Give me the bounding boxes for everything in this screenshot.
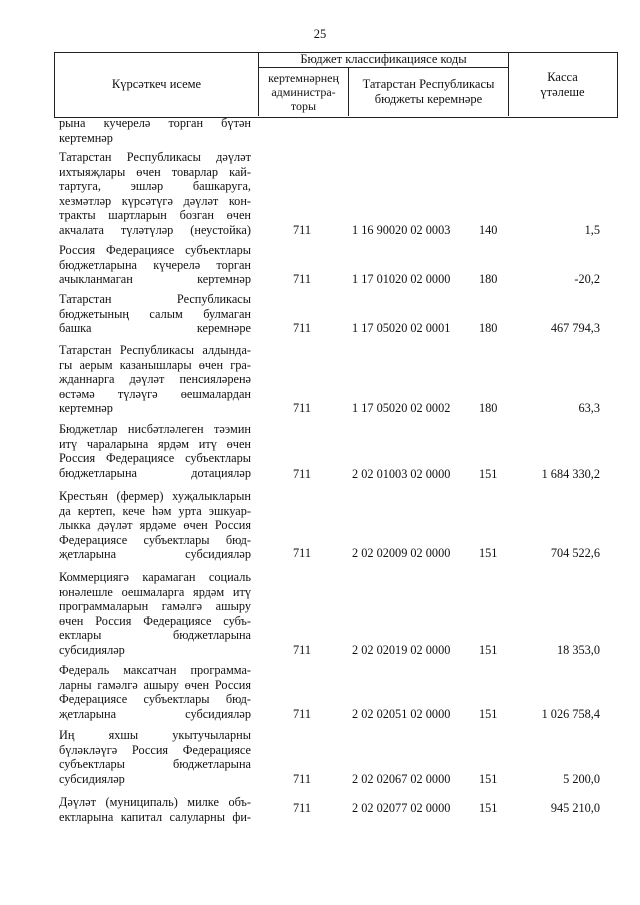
type-code: 151 [479, 707, 498, 721]
revenue-code: 2 02 01003 02 0000 [352, 467, 451, 481]
admin-code: 711 [293, 546, 311, 560]
revenue-code: 2 02 02019 02 0000 [352, 643, 451, 657]
cash-column-header: Касса үтәлеше [540, 69, 585, 99]
type-code: 180 [479, 272, 498, 286]
revenue-code: 2 02 02077 02 0000 [352, 801, 451, 815]
admin-code: 711 [293, 321, 311, 335]
admin-code: 711 [293, 272, 311, 286]
cash-amount: 63,3 [578, 401, 600, 415]
cash-amount: 704 522,6 [550, 546, 600, 560]
admin-code: 711 [293, 707, 311, 721]
type-code: 151 [479, 801, 498, 815]
type-code: 151 [479, 546, 498, 560]
table-row-description: Бюджетлар нисбәтләлеген тәэмин итү чараларына ярдәм итү өчен Россия Федерациясе субъектлары бюджетларына дотацияләр [59, 422, 251, 480]
table-row-description: Крестьян (фермер) хуҗалыкларын да кертеп, кече һәм урта эшкуар- лыкка дәүләт ярдәме өчен Россия Федерациясе субъектлары бюд- җетларына субсидияләр [59, 489, 251, 562]
type-code: 180 [479, 321, 498, 335]
table-row-description: Татарстан Республикасы бюджетының салым булмаган башка керемнәре [59, 292, 251, 336]
cash-amount: 1 026 758,4 [541, 707, 600, 721]
type-code: 151 [479, 467, 498, 481]
revenue-code: 2 02 02009 02 0000 [352, 546, 451, 560]
cash-amount: -20,2 [574, 272, 600, 286]
cash-amount: 1 684 330,2 [541, 467, 600, 481]
admin-code: 711 [293, 772, 311, 786]
table-row-description: Иң яхшы укытучыларны бүләкләүгә Россия Федерациясе субъектлары бюджетларына субсидияләр [59, 728, 251, 786]
type-code: 140 [479, 223, 498, 237]
type-code: 180 [479, 401, 498, 415]
cash-amount: 467 794,3 [550, 321, 600, 335]
table-row: рына кучерелә торган бүтән кертемнәр [59, 116, 251, 145]
table-row-description: Татарстан Республикасы дәүләт ихтыяҗлары өчен товарлар кай- тартуга, эшләр башкаруга, хезмәтләр күрсәтүгә дәүләт кон- тракты шартларын бозган өчен акчалата түләтүләр (неустойка) [59, 150, 251, 237]
admin-code: 711 [293, 643, 311, 657]
admin-column-header: кертемнәрнең администра- торы [268, 71, 339, 113]
table-row-description: Татарстан Республикасы алдында- гы аерым казанышлары өчен гра- жданнарга дәүләт пенсияләренә өстәмә түләүгә өешмалардан кертемнәр [59, 343, 251, 416]
revenue-code: 1 17 01020 02 0000 [352, 272, 451, 286]
table-row-description: Дәүләт (муниципаль) милке объ- ектларына капитал салуларны фи- [59, 795, 251, 824]
cash-amount: 1,5 [584, 223, 600, 237]
table-row-description: Россия Федерациясе субъектлары бюджетларына күчерелә торган ачыкланмаган кертемнәр [59, 243, 251, 287]
revenue-column-header: Татарстан Республикасы бюджеты керемнәре [362, 77, 495, 106]
indicator-column-header: Күрсәткеч исеме [111, 77, 202, 91]
budget-codes-header: Бюджет классификациясе коды [300, 52, 467, 66]
type-code: 151 [479, 772, 498, 786]
table-row-description: Федераль максатчан программа- ларны гамәлгә ашыру өчен Россия Федерациясе субъектлары бюд- җетларына субсидияләр [59, 663, 251, 721]
type-code: 151 [479, 643, 498, 657]
revenue-code: 1 17 05020 02 0002 [352, 401, 451, 415]
table-row-description: Коммерциягә карамаган социаль юнәлешле оешмаларга ярдәм итү программаларын гамәлгә ашыру өчен Россия Федерациясе субъ- ектлары бюджетларына субсидияләр [59, 570, 251, 657]
revenue-code: 1 17 05020 02 0001 [352, 321, 451, 335]
cash-amount: 5 200,0 [563, 772, 600, 786]
admin-code: 711 [293, 223, 311, 237]
revenue-code: 2 02 02051 02 0000 [352, 707, 451, 721]
revenue-code: 1 16 90020 02 0003 [352, 223, 451, 237]
admin-code: 711 [293, 401, 311, 415]
page-number: 25 [313, 27, 327, 41]
admin-code: 711 [293, 467, 311, 481]
cash-amount: 18 353,0 [556, 643, 600, 657]
revenue-code: 2 02 02067 02 0000 [352, 772, 451, 786]
cash-amount: 945 210,0 [550, 801, 600, 815]
admin-code: 711 [293, 801, 311, 815]
